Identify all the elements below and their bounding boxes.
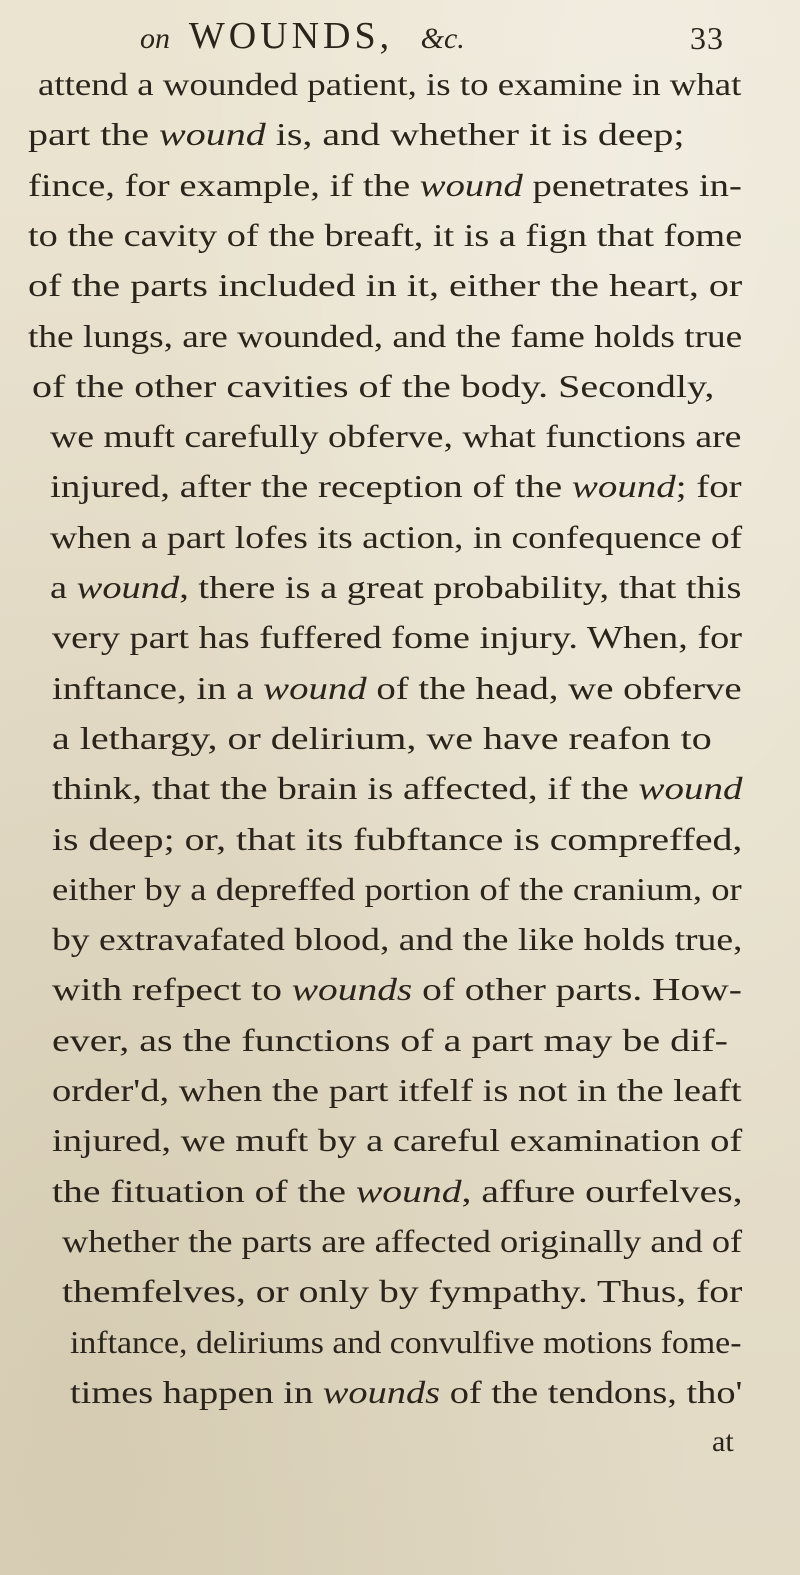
text-line bbox=[38, 64, 741, 104]
italic-word: wounds bbox=[322, 1373, 441, 1410]
italic-word: wound bbox=[76, 569, 180, 605]
text-run: of the parts included in it, either the heart, or bbox=[28, 267, 743, 304]
text-run: when a part lofes its action, in confequence of bbox=[50, 518, 743, 555]
text-run: is deep; or, that its fubftance is compreffed, bbox=[52, 820, 743, 857]
text-line bbox=[50, 567, 741, 607]
text-run: part the bbox=[28, 116, 160, 153]
text-line bbox=[50, 517, 742, 557]
running-head bbox=[140, 14, 465, 58]
text-run: by extravafated blood, and the like holds true, bbox=[52, 921, 743, 958]
text-line bbox=[52, 768, 742, 808]
text-line bbox=[52, 668, 742, 708]
text-line bbox=[52, 969, 742, 1009]
text-run: whether the parts are affected originally and of bbox=[62, 1222, 743, 1259]
text-line bbox=[28, 114, 685, 154]
running-head-prefix: on bbox=[140, 22, 170, 55]
text-run: , affure ourfelves, bbox=[461, 1172, 743, 1209]
text-run: either by a depreffed portion of the cranium, or bbox=[52, 870, 742, 907]
page-header bbox=[0, 14, 800, 62]
text-run: fince, for example, if the bbox=[28, 166, 420, 203]
text-line bbox=[52, 1171, 743, 1211]
text-run: order'd, when the part itfelf is not in the leaft bbox=[52, 1072, 742, 1108]
text-line bbox=[32, 366, 714, 406]
italic-word: wound bbox=[355, 1172, 462, 1209]
text-line bbox=[52, 1070, 742, 1110]
text-run: a lethargy, or delirium, we have reafon to bbox=[52, 719, 712, 756]
text-run: of the tendons, tho' bbox=[440, 1373, 743, 1410]
italic-word: wound bbox=[159, 116, 266, 153]
italic-word: wounds bbox=[291, 971, 413, 1008]
text-line bbox=[52, 1120, 742, 1160]
text-run: ; for bbox=[675, 468, 742, 505]
text-run: is, and whether it is deep; bbox=[265, 116, 685, 153]
text-run: of other parts. How- bbox=[412, 971, 742, 1008]
text-run: ever, as the functions of a part may be dif- bbox=[52, 1021, 728, 1058]
text-run: we muft carefully obferve, what functions are bbox=[50, 418, 742, 455]
text-run: injured, after the reception of the bbox=[50, 468, 572, 505]
text-run: very part has fuffered fome injury. When, for bbox=[52, 619, 742, 656]
italic-word: wound bbox=[419, 166, 523, 203]
text-line bbox=[52, 869, 742, 909]
text-run: inftance, in a bbox=[52, 669, 264, 706]
running-head-suffix: &c. bbox=[420, 22, 465, 55]
text-run: think, that the brain is affected, if the bbox=[52, 770, 639, 807]
text-line bbox=[52, 919, 742, 959]
text-run: times happen in bbox=[70, 1373, 323, 1410]
text-line bbox=[28, 215, 742, 255]
text-line bbox=[52, 819, 742, 859]
text-line bbox=[52, 718, 712, 758]
text-line bbox=[28, 165, 742, 205]
italic-word: wound bbox=[638, 770, 743, 807]
text-run: to the cavity of the breaft, it is a fign that fome bbox=[28, 216, 743, 253]
text-run: penetrates in- bbox=[522, 166, 742, 203]
text-line bbox=[50, 466, 742, 506]
text-line bbox=[50, 416, 741, 456]
text-run: attend a wounded patient, is to examine in what bbox=[38, 66, 742, 102]
italic-word: wound bbox=[263, 669, 367, 706]
text-line bbox=[28, 316, 742, 356]
text-line bbox=[70, 1372, 742, 1412]
text-run: a bbox=[50, 569, 77, 605]
catchword: at bbox=[712, 1425, 734, 1458]
text-line bbox=[52, 1020, 728, 1060]
text-run: injured, we muft by a careful examination of bbox=[52, 1122, 743, 1159]
text-run: of the head, we obferve bbox=[366, 669, 742, 706]
text-run: with refpect to bbox=[52, 971, 292, 1008]
text-run: , there is a great probability, that this bbox=[179, 569, 742, 605]
text-line bbox=[28, 265, 742, 305]
text-line bbox=[62, 1221, 742, 1261]
text-run: the fituation of the bbox=[52, 1172, 356, 1209]
text-run: the lungs, are wounded, and the fame holds true bbox=[28, 317, 743, 354]
text-line bbox=[52, 617, 742, 657]
italic-word: wound bbox=[571, 468, 676, 505]
text-run: of the other cavities of the body. Secondly, bbox=[32, 367, 715, 404]
text-line bbox=[70, 1322, 741, 1362]
running-head-title: WOUNDS, bbox=[188, 15, 394, 57]
page-number: 33 bbox=[690, 20, 724, 56]
text-run: inftance, deliriums and convulfive motions fome- bbox=[70, 1323, 742, 1360]
text-line bbox=[62, 1271, 742, 1311]
text-run: themfelves, or only by fympathy. Thus, for bbox=[62, 1273, 743, 1310]
